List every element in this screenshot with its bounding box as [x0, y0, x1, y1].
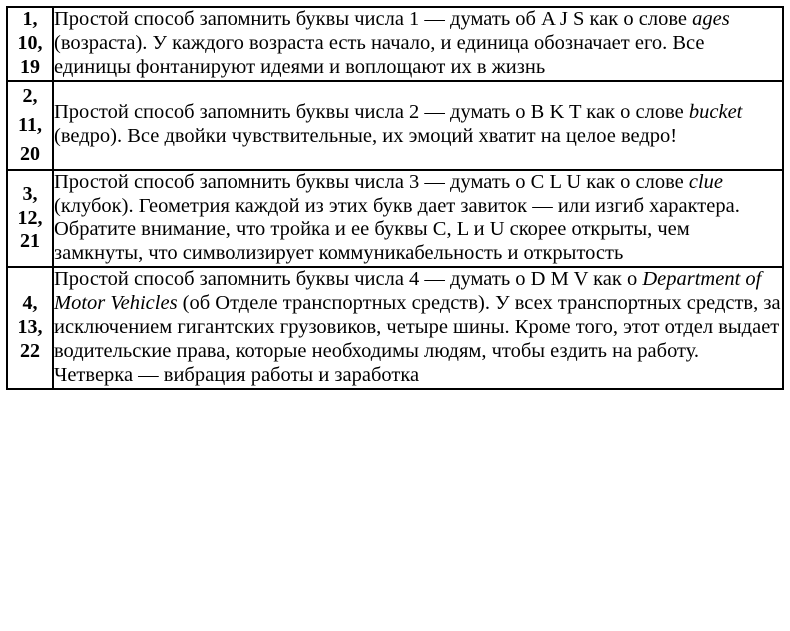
number-item: 2,: [22, 84, 38, 107]
text-segment: (клубок). Геометрия каждой из этих букв дает завиток — или изгиб характера. Обратите внимание, что тройка и ее буквы C, L и U скорее открыты, чем замкнуты, что символизирует коммуникабельность и открытость: [54, 194, 740, 265]
row-text-cell: [53, 170, 783, 268]
number-list: [8, 292, 52, 363]
number-item: 20: [20, 142, 40, 165]
row-text: [54, 268, 782, 387]
text-segment: Простой способ запомнить буквы числа 4 — думать о D M V как о: [54, 268, 643, 291]
number-item: 4,: [22, 292, 38, 315]
text-segment: (возраста). У каждого возраста есть начало, и единица обозначает его. Все единицы фонтанируют идеями и воплощают их в жизнь: [54, 31, 705, 78]
row-text: [54, 8, 782, 80]
number-letters-table: [6, 6, 784, 390]
row-text-cell: [53, 7, 783, 81]
number-item: 3,: [22, 182, 38, 205]
number-item: 12,: [17, 206, 43, 229]
table-row: [7, 267, 783, 388]
italic-term: ages: [692, 8, 730, 30]
number-item: 11,: [18, 113, 42, 136]
row-text-cell: [53, 81, 783, 170]
row-number-cell: [7, 170, 53, 268]
italic-term: clue: [688, 170, 724, 193]
table-body: [7, 7, 783, 389]
table-row: [7, 7, 783, 81]
row-number-cell: [7, 81, 53, 170]
number-list: [8, 8, 52, 79]
number-item: 22: [20, 339, 40, 362]
number-item: 13,: [17, 316, 43, 339]
italic-term: bucket: [688, 101, 743, 124]
number-item: 1,: [22, 8, 38, 31]
row-text-cell: [53, 267, 783, 388]
text-segment: Простой способ запомнить буквы числа 1 — думать об A J S как о слове: [54, 8, 693, 30]
text-segment: (об Отделе транспортных средств). У всех транспортных средств, за исключением гигантских грузовиков, четыре шины. Кроме того, этот отдел выдает водительские права, которые необходимы людям, чтобы ездить на работу. Четверка — вибрация работы и заработка: [54, 292, 781, 386]
number-item: 10,: [17, 32, 43, 55]
number-list: [8, 183, 52, 254]
text-segment: Простой способ запомнить буквы числа 2 — думать о B K T как о слове: [54, 101, 689, 124]
text-segment: Простой способ запомнить буквы числа 3 — думать о C L U как о слове: [54, 170, 689, 193]
text-segment: (ведро). Все двойки чувствительные, их эмоций хватит на целое ведро!: [54, 125, 678, 148]
table-row: [7, 81, 783, 170]
number-item: 19: [20, 55, 40, 78]
row-text: [54, 101, 782, 149]
row-number-cell: [7, 267, 53, 388]
number-list: [8, 82, 52, 169]
table-row: [7, 170, 783, 268]
row-text: [54, 171, 782, 267]
italic-term: Department of Motor Vehicles: [54, 268, 762, 314]
number-item: 21: [20, 230, 40, 253]
row-number-cell: [7, 7, 53, 81]
